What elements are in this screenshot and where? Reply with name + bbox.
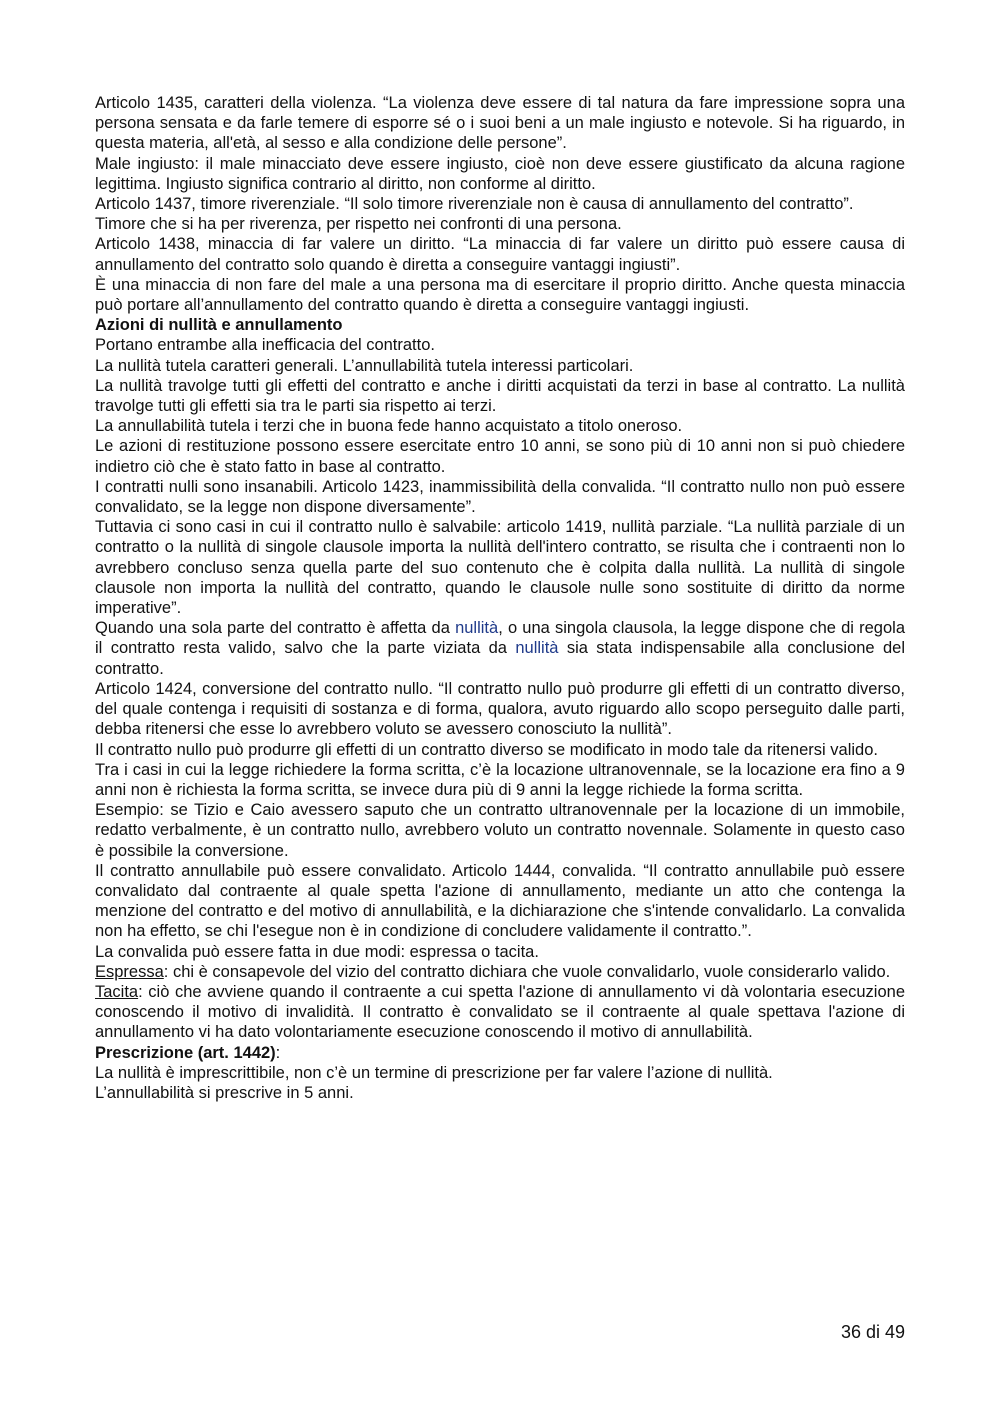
paragraph: Le azioni di restituzione possono essere esercitate entro 10 anni, se sono più di 10 anni non si può chiedere indietro ciò che è stato fatto in base al contratto.	[95, 437, 905, 476]
nullita-link[interactable]: nullità	[515, 639, 559, 658]
paragraph: Portano entrambe alla inefficacia del contratto.	[95, 336, 435, 355]
paragraph: La nullità travolge tutti gli effetti del contratto e anche i diritti acquistati da terzi in base al contratto. La nullità travolge tutti gli effetti sia tra le parti sia rispetto ai terzi.	[95, 376, 905, 416]
paragraph: Articolo 1435, caratteri della violenza. “La violenza deve essere di tal natura da fare impressione sopra una persona sensata e da farle temere di esporre sé o i suoi beni a un male ingiusto e notevole. Si ha riguardo, in questa materia, all'età, al sesso e alla condizione delle persone”.	[95, 94, 905, 153]
bold-term: Prescrizione (art. 1442)	[95, 1043, 276, 1062]
section-heading: Azioni di nullità e annullamento	[95, 316, 343, 335]
paragraph: La nullità è imprescrittibile, non c’è un termine di prescrizione per far valere l’azione di nullità.	[95, 1063, 773, 1082]
text-run: : chi è consapevole del vizio del contratto dichiara che vuole convalidarlo, vuole considerarlo valido.	[163, 962, 891, 981]
paragraph	[95, 1043, 905, 1063]
paragraph: La convalida può essere fatta in due modi: espressa o tacita.	[95, 942, 539, 961]
paragraph: L’annullabilità si prescrive in 5 anni.	[95, 1083, 354, 1102]
paragraph: Male ingiusto: il male minacciato deve essere ingiusto, cioè non deve essere giustificato da alcuna ragione legittima. Ingiusto significa contrario al diritto, non conforme al diritto.	[95, 154, 905, 193]
underlined-term: Espressa	[95, 962, 164, 981]
paragraph: Il contratto nullo può produrre gli effetti di un contratto diverso se modificato in modo tale da ritenersi valido.	[95, 740, 878, 759]
paragraph: La annullabilità tutela i terzi che in buona fede hanno acquistato a titolo oneroso.	[95, 417, 683, 436]
paragraph: Il contratto annullabile può essere convalidato. Articolo 1444, convalida. “Il contratto annullabile può essere convalidato dal contraente al quale spetta l'azione di annullamento, mediante un atto che contenga la menzione del contratto e del motivo di annullabilità, e la dichiarazione che s'intende convalidarlo. La convalida non ha effetto, se chi l'esegue non è in condizione di concludere validamente il contratto.”.	[95, 861, 905, 941]
paragraph: Timore che si ha per riverenza, per rispetto nei confronti di una persona.	[95, 215, 622, 234]
paragraph: Esempio: se Tizio e Caio avessero saputo che un contratto ultranovennale per la locazione di un immobile, redatto verbalmente, è un contratto nullo, avrebbero voluto un contratto novennale. Solamente in questo caso è possibile la conversione.	[95, 801, 905, 860]
text-run: : ciò che avviene quando il contraente a cui spetta l'azione di annullamento vi dà volontaria esecuzione conoscendo il motivo di invalidità. Il contratto è convalidato se il contraente al quale spettava l'azione di annullamento vi ha dato volontariamente esecuzione conoscendo il motivo di annullabilità.	[95, 982, 905, 1042]
paragraph: Articolo 1424, conversione del contratto nullo. “Il contratto nullo può produrre gli effetti di un contratto diverso, del quale contenga i requisiti di sostanza e di forma, qualora, avuto riguardo allo scopo perseguito dalle parti, debba ritenersi che esse lo avrebbero voluto se avessero conosciuto la nullità”.	[95, 679, 905, 739]
text-run: Quando una sola parte del contratto è affetta da	[95, 619, 456, 638]
paragraph: Articolo 1437, timore riverenziale. “Il solo timore riverenziale non è causa di annullamento del contratto”.	[95, 195, 854, 214]
paragraph: È una minaccia di non fare del male a una persona ma di esercitare il proprio diritto. Anche questa minaccia può portare all’annullamento del contratto quando è diretta a conseguire vantaggi ingiusti.	[95, 275, 905, 315]
text-run: sia stata indispensabile alla conclusione del contratto.	[95, 639, 905, 678]
paragraph	[95, 618, 905, 679]
paragraph	[95, 982, 905, 1043]
page-number: 36 di 49	[840, 1322, 905, 1342]
paragraph	[95, 962, 905, 982]
paragraph: Tra i casi in cui la legge richiedere la forma scritta, c’è la locazione ultranovennale, se la locazione era fino a 9 anni non è richiesta la forma scritta, se invece dura più di 9 anni la legge richiede la forma scritta.	[95, 760, 905, 799]
paragraph: Articolo 1438, minaccia di far valere un diritto. “La minaccia di far valere un diritto può essere causa di annullamento del contratto solo quando è diretta a conseguire vantaggi ingiusti”.	[95, 235, 905, 274]
text-run: , o una singola clausola, la legge dispone che di regola il contratto resta valido, salvo che la parte viziata da	[95, 619, 905, 658]
text-run: :	[275, 1043, 281, 1062]
underlined-term: Tacita	[95, 982, 139, 1001]
paragraph: La nullità tutela caratteri generali. L’annullabilità tutela interessi particolari.	[95, 356, 634, 375]
document-body	[95, 93, 905, 1103]
paragraph: Tuttavia ci sono casi in cui il contratto nullo è salvabile: articolo 1419, nullità parziale. “La nullità parziale di un contratto o la nullità di singole clausole importa la nullità dell'intero contratto, se risulta che i contraenti non lo avrebbero concluso senza quella parte del suo contenuto che è colpita dalla nullità. La nullità di singole clausole non importa la nullità del contratto, quando le clausole nulle sono sostituite di diritto da norme imperative”.	[95, 518, 905, 618]
nullita-link[interactable]: nullità	[455, 619, 499, 638]
paragraph: I contratti nulli sono insanabili. Articolo 1423, inammissibilità della convalida. “Il contratto nullo non può essere convalidato, se la legge non dispone diversamente”.	[95, 477, 905, 517]
